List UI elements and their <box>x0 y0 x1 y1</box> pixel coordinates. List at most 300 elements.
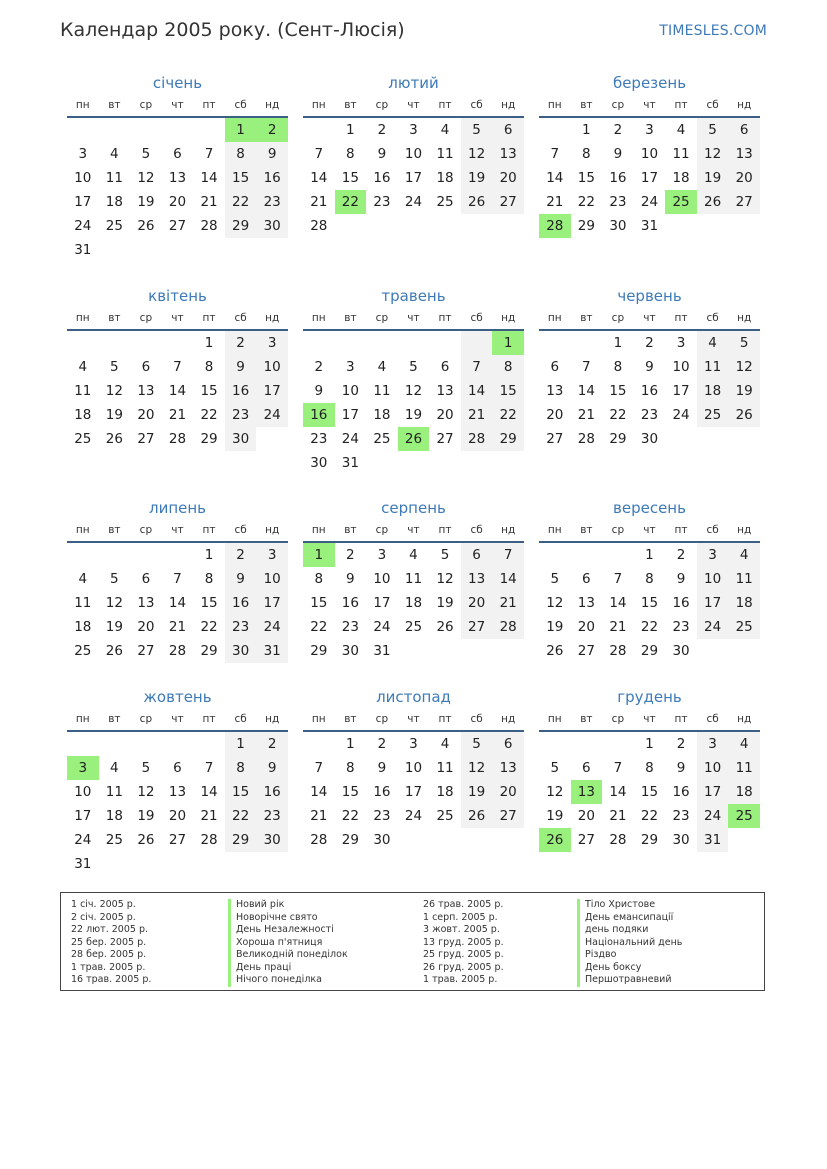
empty-cell <box>398 331 430 355</box>
day-cell: 11 <box>105 784 123 800</box>
empty-cell <box>162 118 194 142</box>
day-cell: 29 <box>492 427 524 451</box>
legend-names-col-1 <box>228 899 348 987</box>
legend-date: 26 трав. 2005 р. <box>423 899 504 910</box>
empty-cell <box>728 427 760 451</box>
day-cell: 20 <box>436 407 454 423</box>
day-cell: 5 <box>110 359 119 375</box>
day-cell: 9 <box>676 760 686 776</box>
day-cell: 25 <box>404 619 423 635</box>
month-11 <box>303 686 524 852</box>
month-name: квітень <box>148 287 207 305</box>
month-8 <box>303 497 524 663</box>
day-cell: 7 <box>461 355 493 379</box>
day-cell: 16 <box>640 383 659 399</box>
day-cell: 11 <box>404 571 423 587</box>
weekday-label: пн <box>311 713 326 725</box>
week-row <box>67 615 288 639</box>
day-cell: 16 <box>225 379 257 403</box>
day-cell: 4 <box>78 571 88 587</box>
day-cell: 26 <box>137 218 155 234</box>
weekday-label: чт <box>407 99 420 111</box>
day-cell: 29 <box>577 218 595 234</box>
weekday-label: нд <box>265 524 280 536</box>
empty-cell <box>398 639 430 663</box>
day-cell: 30 <box>373 832 391 848</box>
day-cell: 10 <box>256 567 288 591</box>
legend-dates-col-2 <box>423 899 504 987</box>
day-cell: 16 <box>341 595 359 611</box>
legend-date: 1 трав. 2005 р. <box>423 974 498 985</box>
day-cell: 10 <box>697 756 729 780</box>
empty-cell <box>571 732 603 756</box>
day-cell: 6 <box>492 118 524 142</box>
day-cell: 26 <box>728 403 760 427</box>
month-name: вересень <box>613 499 686 517</box>
empty-cell <box>335 331 367 355</box>
day-cell: 15 <box>200 595 218 611</box>
weekday-label: пн <box>75 99 90 111</box>
day-cell: 19 <box>728 379 760 403</box>
empty-cell <box>398 451 430 475</box>
weekday-label: нд <box>501 524 516 536</box>
day-cell: 5 <box>728 331 760 355</box>
day-cell: 14 <box>310 784 328 800</box>
day-cell: 18 <box>74 407 92 423</box>
day-cell: 12 <box>105 595 123 611</box>
day-cell: 25 <box>728 615 760 639</box>
day-cell: 27 <box>577 643 595 659</box>
brand-link[interactable]: TIMESLES.COM <box>659 23 767 39</box>
week-row <box>303 427 524 451</box>
day-cell: 2 <box>256 732 288 756</box>
empty-cell <box>665 427 697 451</box>
day-cell: 19 <box>697 166 729 190</box>
legend-holiday-name: Нічого понеділка <box>228 974 348 987</box>
day-cell: 27 <box>577 832 595 848</box>
empty-cell <box>162 732 194 756</box>
day-cell: 11 <box>436 760 454 776</box>
week-row <box>67 804 288 828</box>
day-cell: 24 <box>404 194 423 210</box>
day-cell: 28 <box>168 431 187 447</box>
weekday-label: сб <box>470 99 483 111</box>
day-cell: 4 <box>110 760 119 776</box>
day-cell: 13 <box>168 170 187 186</box>
weekday-header <box>67 307 288 331</box>
day-cell: 18 <box>436 170 454 186</box>
day-cell: 26 <box>546 643 564 659</box>
month-name: червень <box>617 287 682 305</box>
weekday-label: ср <box>375 312 389 324</box>
weekday-header <box>539 519 760 543</box>
empty-cell <box>67 732 99 756</box>
empty-cell <box>539 732 571 756</box>
day-cell: 22 <box>577 194 595 210</box>
day-cell: 9 <box>314 383 324 399</box>
weekday-label: чт <box>407 713 420 725</box>
day-cell: 24 <box>74 218 92 234</box>
day-cell: 1 <box>582 122 591 138</box>
empty-cell <box>366 451 398 475</box>
empty-cell <box>571 543 603 567</box>
day-cell: 26 <box>461 190 493 214</box>
day-cell: 1 <box>204 547 214 563</box>
day-cell: 14 <box>577 383 595 399</box>
day-cell: 18 <box>697 379 729 403</box>
day-cell: 25 <box>105 218 123 234</box>
day-cell: 13 <box>168 784 187 800</box>
day-cell: 3 <box>256 543 288 567</box>
day-cell: 9 <box>256 756 288 780</box>
day-cell: 22 <box>200 619 218 635</box>
day-cell: 23 <box>225 615 257 639</box>
day-cell: 11 <box>436 146 454 162</box>
weekday-header <box>303 708 524 732</box>
day-cell: 12 <box>546 784 564 800</box>
weekday-label: ср <box>611 99 625 111</box>
day-cell: 19 <box>546 619 564 635</box>
week-row <box>539 567 760 591</box>
day-cell: 3 <box>377 547 387 563</box>
week-row <box>539 756 760 780</box>
day-cell: 12 <box>697 142 729 166</box>
empty-cell <box>665 214 697 238</box>
day-cell: 3 <box>256 331 288 355</box>
weekday-label: вт <box>108 713 121 725</box>
day-cell: 16 <box>256 166 288 190</box>
day-cell: 2 <box>676 547 686 563</box>
day-cell: 11 <box>105 170 123 186</box>
day-cell: 22 <box>335 190 367 214</box>
day-cell: 12 <box>728 355 760 379</box>
month-1 <box>67 72 288 262</box>
weekday-label: пт <box>674 99 688 111</box>
day-cell: 5 <box>440 547 450 563</box>
day-cell: 19 <box>546 808 564 824</box>
day-cell: 10 <box>404 760 423 776</box>
legend-date: 25 груд. 2005 р. <box>423 949 504 960</box>
empty-cell <box>492 451 524 475</box>
day-cell: 14 <box>492 567 524 591</box>
day-cell: 29 <box>640 643 659 659</box>
legend-date: 13 груд. 2005 р. <box>423 936 504 948</box>
day-cell: 23 <box>225 403 257 427</box>
day-cell: 19 <box>137 194 155 210</box>
weekday-header <box>303 94 524 118</box>
day-cell: 12 <box>461 142 493 166</box>
empty-cell <box>398 828 430 852</box>
day-cell: 31 <box>341 455 359 471</box>
week-row <box>303 214 524 238</box>
day-cell: 4 <box>697 331 729 355</box>
day-cell: 24 <box>404 808 423 824</box>
week-row <box>67 780 288 804</box>
empty-cell <box>67 543 99 567</box>
weekday-label: ср <box>375 99 389 111</box>
week-row <box>303 567 524 591</box>
empty-cell <box>461 451 493 475</box>
day-cell: 2 <box>225 331 257 355</box>
week-row <box>67 427 288 451</box>
weekday-label: сб <box>706 312 719 324</box>
day-cell: 27 <box>546 431 564 447</box>
day-cell: 11 <box>74 383 92 399</box>
day-cell: 21 <box>168 407 187 423</box>
empty-cell <box>728 828 760 852</box>
empty-cell <box>67 331 99 355</box>
week-row <box>539 166 760 190</box>
day-cell: 1 <box>225 732 257 756</box>
day-cell: 20 <box>461 591 493 615</box>
day-cell: 27 <box>492 190 524 214</box>
day-cell: 13 <box>492 756 524 780</box>
day-cell: 23 <box>672 619 690 635</box>
weekday-label: вт <box>108 524 121 536</box>
legend-holiday-name: День емансипації <box>577 912 682 925</box>
empty-cell <box>99 238 131 262</box>
day-cell: 14 <box>200 784 218 800</box>
weekday-label: чт <box>643 99 656 111</box>
day-cell: 25 <box>697 403 729 427</box>
legend-holiday-name: День праці <box>228 962 348 975</box>
weekday-label: ср <box>375 524 389 536</box>
weekday-label: сб <box>706 99 719 111</box>
day-cell: 3 <box>676 335 686 351</box>
day-cell: 17 <box>74 194 92 210</box>
empty-cell <box>193 852 225 876</box>
week-row <box>67 118 288 142</box>
day-cell: 5 <box>550 571 560 587</box>
week-row <box>303 639 524 663</box>
week-row <box>303 451 524 475</box>
week-row <box>303 543 524 567</box>
empty-cell <box>162 331 194 355</box>
day-cell: 19 <box>105 619 123 635</box>
week-row <box>67 190 288 214</box>
weekday-label: чт <box>171 524 184 536</box>
legend-date: 1 серп. 2005 р. <box>423 911 498 923</box>
day-cell: 24 <box>373 619 391 635</box>
weekday-label: нд <box>265 99 280 111</box>
empty-cell <box>256 852 288 876</box>
legend-holiday-name: Тіло Христове <box>577 899 682 912</box>
weekday-label: вт <box>580 312 593 324</box>
empty-cell <box>256 427 288 451</box>
day-cell: 27 <box>137 431 155 447</box>
day-cell: 5 <box>141 760 151 776</box>
day-cell: 10 <box>640 146 659 162</box>
empty-cell <box>539 543 571 567</box>
legend-dates-col-1 <box>71 899 151 987</box>
day-cell: 7 <box>492 543 524 567</box>
weekday-label: нд <box>737 524 752 536</box>
week-row <box>67 591 288 615</box>
day-cell: 23 <box>310 431 328 447</box>
legend-date: 22 лют. 2005 р. <box>71 924 148 935</box>
day-cell: 28 <box>168 643 187 659</box>
month-name: грудень <box>617 688 682 706</box>
day-cell: 20 <box>492 780 524 804</box>
day-cell: 13 <box>571 780 603 804</box>
week-row <box>67 331 288 355</box>
legend-holiday-name: День Незалежності <box>228 924 348 937</box>
day-cell: 3 <box>67 756 99 780</box>
day-cell: 28 <box>461 427 493 451</box>
day-cell: 26 <box>398 427 430 451</box>
day-cell: 26 <box>436 619 454 635</box>
day-cell: 17 <box>697 780 729 804</box>
day-cell: 18 <box>672 170 690 186</box>
weekday-label: пт <box>202 312 216 324</box>
legend-date: 26 груд. 2005 р. <box>423 961 504 973</box>
day-cell: 21 <box>609 619 627 635</box>
day-cell: 2 <box>377 736 387 752</box>
day-cell: 28 <box>492 615 524 639</box>
day-cell: 17 <box>256 591 288 615</box>
day-cell: 3 <box>697 543 729 567</box>
day-cell: 7 <box>550 146 560 162</box>
day-cell: 31 <box>256 639 288 663</box>
day-cell: 20 <box>577 808 595 824</box>
day-cell: 8 <box>314 571 324 587</box>
day-cell: 29 <box>640 832 659 848</box>
day-cell: 29 <box>200 643 218 659</box>
day-cell: 16 <box>373 784 391 800</box>
day-cell: 28 <box>609 832 627 848</box>
month-name: липень <box>148 499 207 517</box>
day-cell: 11 <box>728 756 760 780</box>
weekday-label: нд <box>501 713 516 725</box>
day-cell: 7 <box>314 146 324 162</box>
day-cell: 21 <box>310 808 328 824</box>
weekday-label: пн <box>75 713 90 725</box>
week-row <box>67 379 288 403</box>
empty-cell <box>67 118 99 142</box>
day-cell: 9 <box>613 146 623 162</box>
weekday-label: сб <box>706 713 719 725</box>
week-row <box>303 780 524 804</box>
day-cell: 24 <box>256 615 288 639</box>
day-cell: 10 <box>256 355 288 379</box>
day-cell: 13 <box>728 142 760 166</box>
legend-holiday-name: Новорічне свято <box>228 912 348 925</box>
holiday-legend <box>60 892 765 991</box>
day-cell: 17 <box>74 808 92 824</box>
day-cell: 29 <box>609 431 627 447</box>
day-cell: 6 <box>141 571 151 587</box>
day-cell: 29 <box>225 214 257 238</box>
day-cell: 15 <box>341 784 359 800</box>
day-cell: 25 <box>74 643 92 659</box>
day-cell: 11 <box>672 146 690 162</box>
day-cell: 12 <box>137 784 155 800</box>
day-cell: 16 <box>225 591 257 615</box>
day-cell: 6 <box>440 359 450 375</box>
weekday-label: чт <box>171 713 184 725</box>
day-cell: 6 <box>728 118 760 142</box>
week-row <box>303 331 524 355</box>
day-cell: 24 <box>697 804 729 828</box>
day-cell: 25 <box>436 808 454 824</box>
weekday-header <box>67 94 288 118</box>
empty-cell <box>429 331 461 355</box>
week-row <box>539 118 760 142</box>
day-cell: 13 <box>137 595 155 611</box>
day-cell: 10 <box>74 784 92 800</box>
empty-cell <box>492 214 524 238</box>
day-cell: 22 <box>640 619 659 635</box>
weekday-label: ср <box>139 713 153 725</box>
day-cell: 8 <box>346 146 355 162</box>
day-cell: 19 <box>404 407 423 423</box>
legend-date: 1 трав. 2005 р. <box>71 961 146 973</box>
day-cell: 1 <box>613 335 623 351</box>
day-cell: 29 <box>200 431 218 447</box>
week-row <box>539 543 760 567</box>
day-cell: 18 <box>105 194 123 210</box>
day-cell: 24 <box>256 403 288 427</box>
day-cell: 31 <box>74 242 92 258</box>
day-cell: 16 <box>256 780 288 804</box>
day-cell: 5 <box>110 571 119 587</box>
day-cell: 30 <box>640 431 659 447</box>
month-12 <box>539 686 760 852</box>
week-row <box>303 403 524 427</box>
weekday-label: нд <box>737 312 752 324</box>
day-cell: 2 <box>256 118 288 142</box>
day-cell: 17 <box>341 407 359 423</box>
day-cell: 3 <box>409 736 418 752</box>
day-cell: 4 <box>377 359 387 375</box>
week-row <box>67 828 288 852</box>
day-cell: 6 <box>582 571 591 587</box>
week-row <box>303 166 524 190</box>
day-cell: 31 <box>74 856 92 872</box>
weekday-label: сб <box>234 524 247 536</box>
day-cell: 30 <box>310 455 328 471</box>
day-cell: 21 <box>492 591 524 615</box>
day-cell: 23 <box>640 407 659 423</box>
day-cell: 10 <box>672 359 690 375</box>
legend-holiday-name: Першотравневий <box>577 974 682 987</box>
day-cell: 9 <box>377 146 387 162</box>
day-cell: 7 <box>173 359 182 375</box>
day-cell: 2 <box>225 543 257 567</box>
week-row <box>303 732 524 756</box>
day-cell: 14 <box>310 170 328 186</box>
week-row <box>539 142 760 166</box>
empty-cell <box>539 118 571 142</box>
day-cell: 11 <box>728 567 760 591</box>
day-cell: 2 <box>346 547 355 563</box>
day-cell: 5 <box>461 732 493 756</box>
page-title: Календар 2005 року. (Сент-Люсія) <box>60 19 405 41</box>
day-cell: 20 <box>137 619 155 635</box>
week-row <box>539 780 760 804</box>
empty-cell <box>162 852 194 876</box>
day-cell: 21 <box>200 808 218 824</box>
day-cell: 29 <box>225 828 257 852</box>
month-name: жовтень <box>143 688 212 706</box>
day-cell: 27 <box>168 218 187 234</box>
day-cell: 27 <box>436 431 454 447</box>
day-cell: 26 <box>697 190 729 214</box>
weekday-label: сб <box>706 524 719 536</box>
empty-cell <box>303 118 335 142</box>
weekday-label: вт <box>580 713 593 725</box>
legend-names-col-2 <box>577 899 682 987</box>
